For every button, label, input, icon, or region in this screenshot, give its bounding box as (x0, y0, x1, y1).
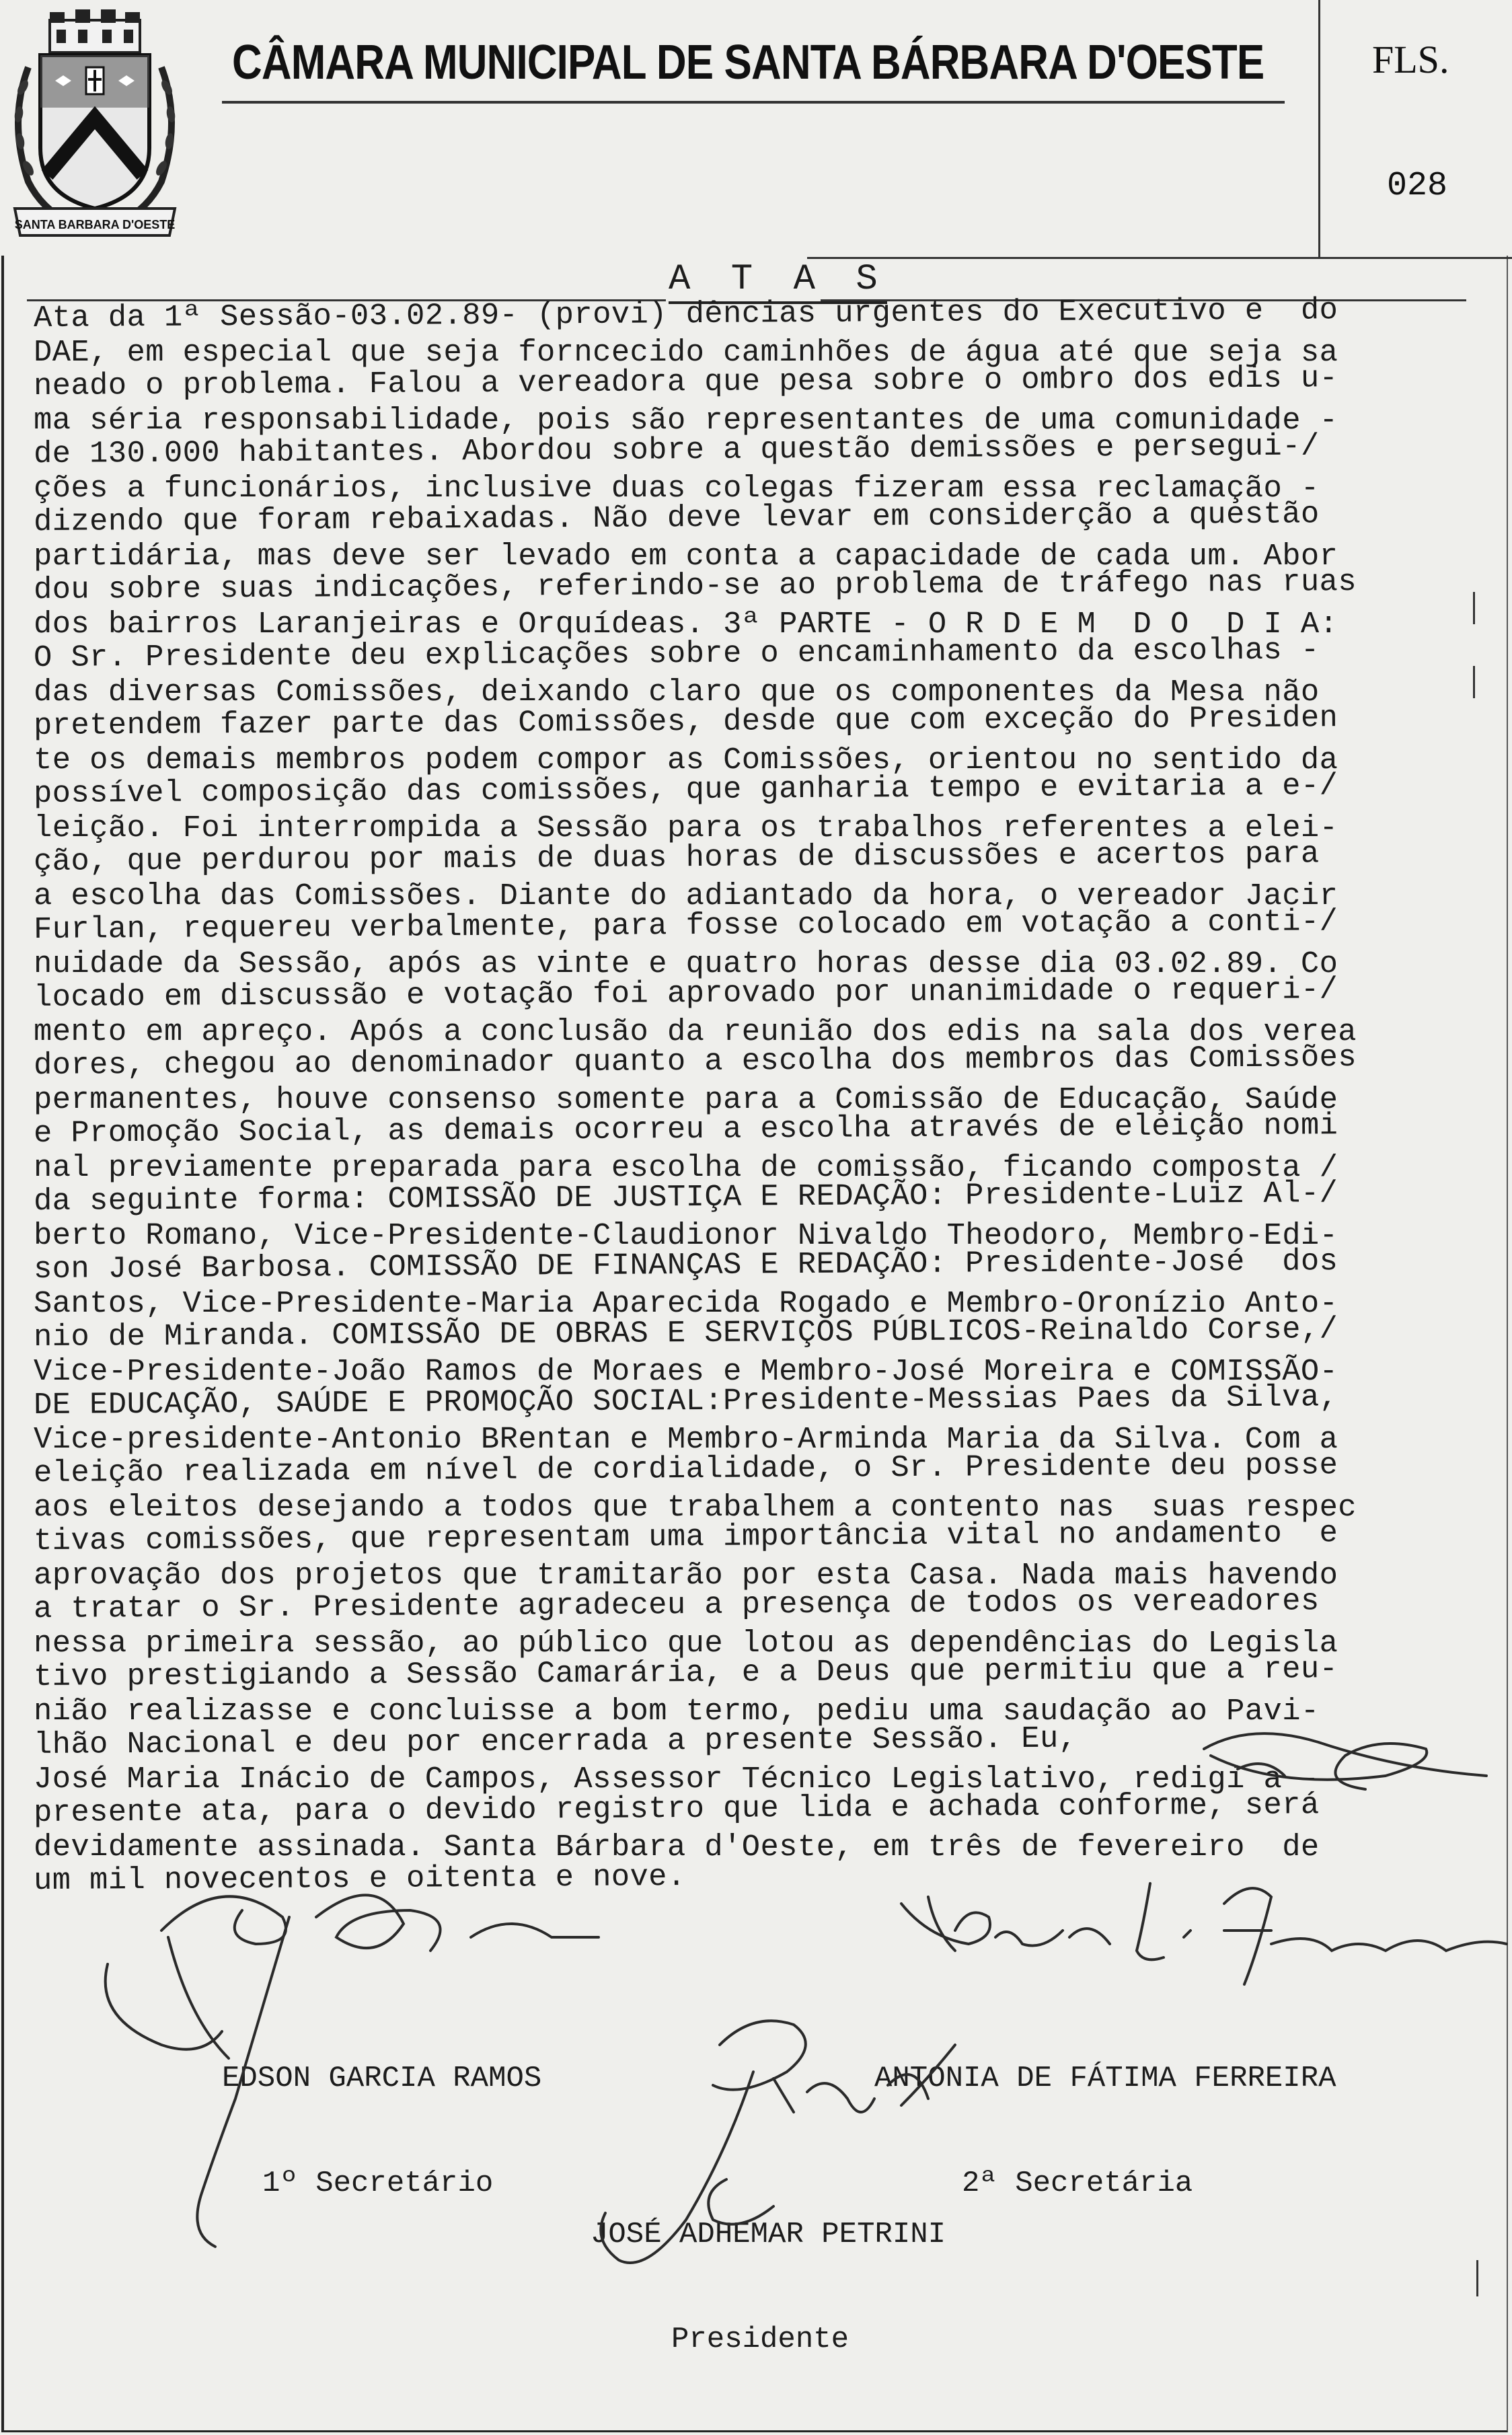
body-line: dou sobre suas indicações, referindo-se ao problema de tráfego nas ruas (33, 564, 1357, 607)
body-line: nessa primeira sessão, ao público que lotou as dependências do Legisla (34, 1625, 1338, 1661)
fls-label: FLS. (1372, 38, 1449, 81)
body-line: dos bairros Laranjeiras e Orquídeas. 3ª PARTE - O R D E M D O D I A: (34, 606, 1338, 642)
president-block (591, 2147, 946, 2392)
section-heading: A T A S (669, 259, 887, 304)
body-line: locado em discussão e votação foi aprovado por unanimidade o requeri-/ (33, 972, 1338, 1015)
margin-tick (1473, 666, 1475, 698)
body-line: partidária, mas deve ser levado em conta a capacidade de cada um. Abor (34, 538, 1338, 574)
crest-ribbon-text: SANTA BARBARA D'OESTE (14, 218, 176, 231)
body-line: José Maria Inácio de Campos, Assessor Técnico Legislativo, redigi a - (34, 1761, 1320, 1797)
president-role: Presidente (671, 2323, 849, 2356)
body-line: ma séria responsabilidade, pois são representantes de uma comunidade - (34, 402, 1338, 438)
body-line: nuidade da Sessão, após as vinte e quatro horas desse dia 03.02.89. Co (34, 946, 1338, 981)
president-name: JOSÉ ADHEMAR PETRINI (591, 2218, 946, 2251)
minutes-body (33, 293, 1473, 1898)
body-line: Santos, Vice-Presidente-Maria Aparecida Rogado e Membro-Oronízio Anto- (34, 1285, 1338, 1321)
body-line: eleição realizada em nível de cordialidade, o Sr. Presidente deu posse (33, 1448, 1338, 1491)
body-line: aos eleitos desejando a todos que trabalhem a contento nas suas respec (34, 1489, 1357, 1525)
first-secretary-role: 1º Secretário (262, 2167, 494, 2200)
folio-number: 028 (1387, 167, 1448, 205)
body-line: a tratar o Sr. Presidente agradeceu a presença de todos os vereadores (33, 1583, 1320, 1626)
body-line: O Sr. Presidente deu explicações sobre o encaminhamento da escolhas - (33, 632, 1320, 675)
body-line: permanentes, houve consenso somente para a Comissão de Educação, Saúde (34, 1082, 1338, 1117)
body-line: berto Romano, Vice-Presidente-Claudionor Nivaldo Theodoro, Membro-Edi- (34, 1218, 1338, 1253)
body-line: tivas comissões, que representam uma importância vital no andamento e (33, 1515, 1338, 1559)
body-line: aprovação dos projetos que tramitarão por esta Casa. Nada mais havendo (34, 1557, 1338, 1593)
body-line: Furlan, requereu verbalmente, para fosse colocado em votação a conti-/ (33, 904, 1338, 947)
body-line: mento em apreço. Após a conclusão da reunião dos edis na sala dos verea (34, 1014, 1357, 1049)
margin-tick (1476, 2260, 1478, 2296)
body-line: ção, que perdurou por mais de duas horas de discussões e acertos para (33, 836, 1320, 879)
body-line: dizendo que foram rebaixadas. Não deve levar em considerção a questão (33, 496, 1320, 539)
body-line: te os demais membros podem compor as Comissões, orientou no sentido da (34, 742, 1338, 778)
body-line: nal previamente preparada para escolha de comissão, ficando composta / (34, 1150, 1338, 1185)
municipal-crest-icon (8, 7, 182, 242)
header-rule (807, 257, 1512, 259)
margin-tick (1473, 592, 1475, 624)
body-line: possível composição das comissões, que ganharia tempo e evitaria a e-/ (33, 768, 1338, 811)
body-line: de 130.000 habitantes. Abordou sobre a questão demissões e persegui-/ (33, 428, 1320, 472)
chamber-title: CÂMARA MUNICIPAL DE SANTA BÁRBARA D'OESTE (232, 36, 1264, 89)
body-line: devidamente assinada. Santa Bárbara d'Oeste, em três de fevereiro de (34, 1829, 1320, 1865)
body-line: leição. Foi interrompida a Sessão para os trabalhos referentes a elei- (34, 810, 1338, 846)
body-line: pretendem fazer parte das Comissões, desde que com exceção do Presiden (33, 700, 1338, 743)
body-line: nião realizasse e concluisse a bom termo, pediu uma saudação ao Pavi- (34, 1693, 1320, 1729)
body-line: das diversas Comissões, deixando claro que os componentes da Mesa não (34, 674, 1320, 710)
second-secretary-name: ANTONIA DE FÁTIMA FERREIRA (874, 2062, 1336, 2095)
body-line: ções a funcionários, inclusive duas colegas fizeram essa reclamação - (34, 470, 1320, 506)
title-rule (222, 101, 1285, 104)
body-line: um mil novecentos e oitenta e nove. (33, 1859, 686, 1898)
second-secretary-role: 2ª Secretária (962, 2167, 1193, 2200)
body-line: Ata da 1ª Sessão-03.02.89- (provi) dências urgentes do Executivo e do (33, 293, 1338, 336)
body-line: presente ata, para o devido registro que lida e achada conforme, será (33, 1787, 1320, 1830)
header-divider (1318, 0, 1320, 259)
first-secretary-block (222, 1991, 541, 2236)
body-line: neado o problema. Falou a vereadora que pesa sobre o ombro dos edis u- (33, 361, 1338, 404)
body-line: tivo prestigiando a Sessão Camarária, e a Deus que permitiu que a reu- (33, 1651, 1338, 1694)
body-line: dores, chegou ao denominador quanto a escolha dos membros das Comissões (33, 1039, 1357, 1083)
body-line: e Promoção Social, as demais ocorreu a escolha através de eleição nomi (33, 1108, 1338, 1151)
body-line: da seguinte forma: COMISSÃO DE JUSTIÇA E REDAÇÃO: Presidente-Luiz Al-/ (33, 1176, 1338, 1219)
body-line: lhão Nacional e deu por encerrada a presente Sessão. Eu, (33, 1721, 1078, 1762)
body-line: DE EDUCAÇÃO, SAÚDE E PROMOÇÃO SOCIAL:Presidente-Messias Paes da Silva, (33, 1380, 1338, 1423)
body-line: a escolha das Comissões. Diante do adiantado da hora, o vereador Jacir (34, 878, 1338, 913)
body-line: son José Barbosa. COMISSÃO DE FINANÇAS E REDAÇÃO: Presidente-José dos (33, 1244, 1338, 1287)
body-line: nio de Miranda. COMISSÃO DE OBRAS E SERVIÇOS PÚBLICOS-Reinaldo Corse,/ (33, 1312, 1338, 1355)
body-line: Vice-Presidente-João Ramos de Moraes e Membro-José Moreira e COMISSÃO- (34, 1353, 1338, 1389)
first-secretary-name: EDSON GARCIA RAMOS (222, 2062, 542, 2095)
body-line: Vice-presidente-Antonio BRentan e Membro-Arminda Maria da Silva. Com a (34, 1421, 1338, 1457)
body-line: DAE, em especial que seja forncecido caminhões de água até que seja sa (34, 334, 1338, 370)
